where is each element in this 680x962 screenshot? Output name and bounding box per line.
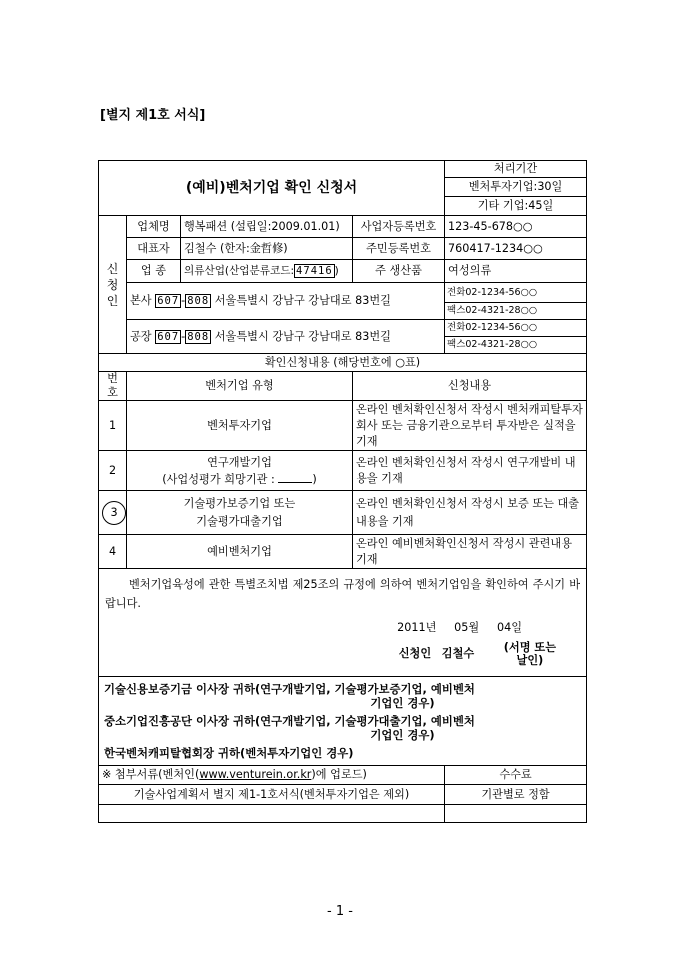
attachments-header: ※ 첨부서류(벤처인(www.venturein.or.kr)에 업로드) [99, 766, 445, 785]
row-1-type: 벤처투자기업 [127, 401, 353, 451]
attachment-item: 기술사업계획서 별지 제1-1호서식(벤처투자기업은 제외) [99, 785, 445, 805]
company-name-value: 행복패션 (설립일:2009.01.01) [181, 216, 353, 238]
col-type-header: 벤처기업 유형 [127, 372, 353, 401]
row-4-type: 예비벤처기업 [127, 535, 353, 569]
fee-value: 기관별로 정함 [445, 785, 587, 805]
row-3-content: 온라인 벤처확인신청서 작성시 보증 또는 대출 내용을 기재 [353, 491, 587, 535]
row-2-content: 온라인 벤처확인신청서 작성시 연구개발비 내용을 기재 [353, 451, 587, 491]
recipient-2: 중소기업진흥공단 이사장 귀하(연구개발기업, 기술평가대출기업, 예비벤처 기업인 경우) [104, 714, 475, 742]
row-4-content: 온라인 예비벤처확인신청서 작성시 관련내용 기재 [353, 535, 587, 569]
recipient-1: 기술신용보증기금 이사장 귀하(연구개발기업, 기술평가보증기업, 예비벤처 기업인 경우) [104, 682, 475, 710]
signature-note: (서명 또는 날인) [503, 641, 557, 667]
row-2-type: 연구개발기업 (사업성평가 희망기관 : ) [127, 451, 353, 491]
venturein-link[interactable]: www.venturein.or.kr [199, 768, 312, 781]
fee-label: 수수료 [445, 766, 587, 785]
form-table [98, 160, 587, 823]
applicant-side-label: 신 청 인 [99, 216, 127, 354]
application-form [98, 160, 586, 823]
hq-zip-2: 808 [187, 295, 210, 307]
application-date: 2011년 05월 04일 [397, 621, 523, 634]
recipient-3: 한국벤처캐피탈협회장 귀하(벤처투자기업인 경우) [104, 746, 354, 760]
factory-zip-1: 607 [157, 330, 180, 343]
hq-address-row: 본사 607 - 808 서울특별시 강남구 강남대로 83번길 [127, 283, 445, 320]
main-product-value: 여성의류 [445, 260, 587, 283]
row-3-type: 기술평가보증기업 또는 기술평가대출기업 [127, 491, 353, 535]
selected-circle-mark[interactable]: 3 [102, 501, 126, 525]
resident-no-label: 주민등록번호 [353, 238, 445, 260]
industry-code: 47416 [296, 265, 333, 277]
applicant-label: 신청인 [398, 647, 432, 660]
processing-venture-investment: 벤처투자기업:30일 [445, 178, 587, 197]
col-no-header: 번호 [99, 372, 127, 401]
biz-reg-label: 사업자등록번호 [353, 216, 445, 238]
confirm-section-header: 확인신청내용 (해당번호에 ○표) [99, 354, 587, 372]
hq-zip-1: 607 [157, 295, 180, 307]
processing-header: 처리기간 [445, 161, 587, 178]
declaration-block [99, 569, 587, 677]
recipients-block [99, 677, 587, 766]
hq-fax: 팩스02-4321-28○○ [445, 303, 587, 320]
factory-phone: 전화02-1234-56○○ [445, 320, 587, 337]
row-4-no: 4 [99, 535, 127, 569]
hq-address: 서울특별시 강남구 강남대로 83번길 [214, 294, 391, 307]
attachments-blank [99, 805, 445, 823]
row-1-content: 온라인 벤처확인신청서 작성시 벤처캐피탈투자회사 또는 금융기관으로부터 투자받은 실적을 기재 [353, 401, 587, 451]
resident-no-value: 760417-1234○○ [445, 238, 587, 260]
evaluation-agency-blank[interactable] [278, 472, 312, 483]
applicant-name: 김철수 [441, 647, 475, 660]
representative-value: 김철수 (한자:金哲修) [181, 238, 353, 260]
industry-value: 의류산업(산업분류코드: 47416 ) [181, 260, 353, 283]
page-number: - 1 - [327, 904, 353, 919]
col-content-header: 신청내용 [353, 372, 587, 401]
factory-address-row: 공장 607 - 808 서울특별시 강남구 강남대로 83번길 [127, 320, 445, 354]
row-1-no: 1 [99, 401, 127, 451]
processing-other: 기타 기업:45일 [445, 197, 587, 216]
company-name-label: 업체명 [127, 216, 181, 238]
form-title: (예비)벤처기업 확인 신청서 [99, 161, 445, 216]
factory-fax: 팩스02-4321-28○○ [445, 337, 587, 354]
representative-label: 대표자 [127, 238, 181, 260]
factory-address: 서울특별시 강남구 강남대로 83번길 [214, 329, 391, 343]
row-3-no [99, 491, 127, 535]
signature-row [99, 641, 586, 667]
form-label: [별지 제1호 서식] [100, 108, 206, 123]
hq-phone: 전화02-1234-56○○ [445, 283, 587, 303]
fee-blank [445, 805, 587, 823]
main-product-label: 주 생산품 [353, 260, 445, 283]
biz-reg-value: 123-45-678○○ [445, 216, 587, 238]
declaration-text: 벤처기업육성에 관한 특별조치법 제25조의 규정에 의하여 벤처기업임을 확인하여 주시기 바랍니다. [105, 578, 581, 610]
row-2-no: 2 [99, 451, 127, 491]
industry-label: 업 종 [127, 260, 181, 283]
factory-zip-2: 808 [187, 330, 210, 343]
